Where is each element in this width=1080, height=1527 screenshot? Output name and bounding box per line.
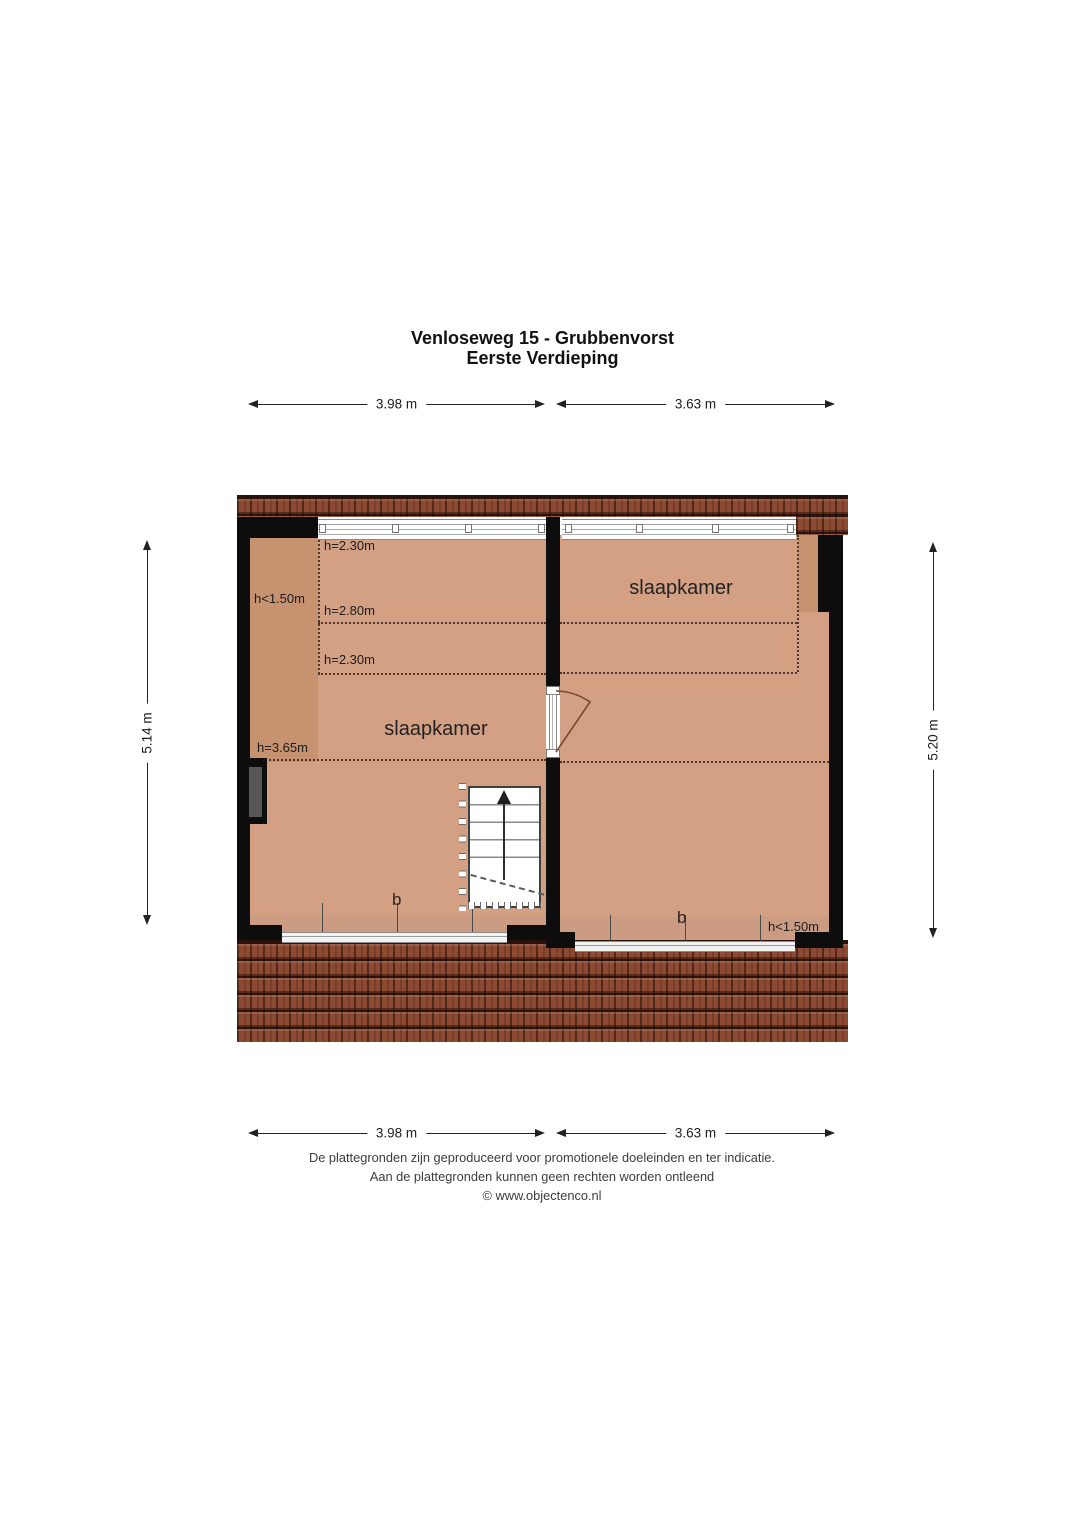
page-title — [237, 328, 848, 368]
knee-wall-band-right — [575, 941, 795, 952]
disclaimer-line-2: Aan de plattegronden kunnen geen rechten worden ontleend — [369, 1169, 715, 1184]
copyright: © www.objectenco.nl — [482, 1188, 602, 1203]
height-guide-line — [560, 761, 829, 763]
stairs-balustrade-bottom — [468, 902, 541, 909]
dimension-label: 3.98 m — [367, 397, 426, 412]
knee-wall-band-left — [282, 932, 507, 943]
dimension-right — [926, 542, 940, 938]
title-floor: Eerste Verdieping — [466, 348, 619, 368]
dimension-bottom-left — [248, 1126, 545, 1140]
dimension-label: 5.20 m — [926, 710, 941, 769]
wall-right — [829, 535, 843, 948]
stairs-direction-arrow-icon — [503, 802, 505, 880]
zone-label-b-right: b — [677, 908, 687, 927]
window-mullion — [712, 524, 719, 533]
height-guide-line — [250, 759, 546, 761]
dimension-label: 3.63 m — [666, 397, 725, 412]
window-band-top-left — [318, 519, 546, 540]
door-swing-icon — [546, 685, 606, 760]
zone-label-b-left: b — [392, 890, 402, 909]
window-mullion — [787, 524, 794, 533]
height-label: h=3.65m — [257, 740, 308, 755]
wall-left — [237, 517, 250, 940]
window-mullion — [319, 524, 326, 533]
height-label: h<1.50m — [254, 591, 305, 606]
knee-wall-zone-left — [250, 915, 546, 932]
height-guide-line — [318, 622, 546, 624]
height-label: h<1.50m — [768, 919, 819, 934]
height-guide-line — [318, 535, 320, 674]
dimension-label: 3.98 m — [367, 1126, 426, 1141]
disclaimer-line-1: De plattegronden zijn geproduceerd voor promotionele doeleinden en ter indicatie. — [309, 1150, 775, 1165]
wall-bottom-center-stub — [507, 925, 546, 940]
height-guide-line — [797, 535, 799, 672]
wall-bottom-left-stub — [237, 925, 282, 940]
window-band-top-right — [562, 519, 796, 540]
dimension-top-left — [248, 397, 545, 411]
height-label: h=2.30m — [324, 538, 375, 553]
stairs-cut-line — [470, 874, 544, 896]
dimension-left — [140, 540, 154, 925]
window-mullion — [465, 524, 472, 533]
height-guide-line — [560, 622, 797, 624]
room-label-left: slaapkamer — [384, 718, 488, 740]
dimension-label: 5.14 m — [140, 703, 155, 762]
dimension-top-right — [556, 397, 835, 411]
height-label: h=2.30m — [324, 652, 375, 667]
height-label: h=2.80m — [324, 603, 375, 618]
wall-top-left — [237, 517, 318, 538]
height-guide-line — [560, 672, 797, 674]
dimension-label: 3.63 m — [666, 1126, 725, 1141]
stairs — [468, 786, 541, 908]
chimney-inner — [249, 767, 262, 817]
window-mullion — [538, 524, 545, 533]
wall-center-lower — [546, 758, 560, 948]
wall-center-upper — [546, 517, 560, 688]
height-guide-line — [318, 673, 546, 675]
wall-bottom-right-stub-b — [795, 932, 843, 948]
stairs-arrow-head-icon — [497, 790, 511, 804]
dimension-bottom-right — [556, 1126, 835, 1140]
window-mullion — [565, 524, 572, 533]
disclaimer — [0, 1148, 1080, 1205]
low-height-zone-left — [250, 535, 318, 762]
floor-plan — [237, 495, 848, 1042]
roof-top-right-corner — [796, 515, 848, 535]
title-address: Venloseweg 15 - Grubbenvorst — [410, 328, 675, 348]
roof-bottom — [237, 940, 848, 1042]
room-label-right: slaapkamer — [629, 577, 733, 599]
wall-right-upper — [818, 535, 829, 612]
window-mullion — [392, 524, 399, 533]
stairs-balustrade-left — [459, 783, 466, 911]
wall-bottom-right-stub-a — [560, 932, 575, 948]
roof-top — [237, 495, 848, 517]
window-mullion — [636, 524, 643, 533]
